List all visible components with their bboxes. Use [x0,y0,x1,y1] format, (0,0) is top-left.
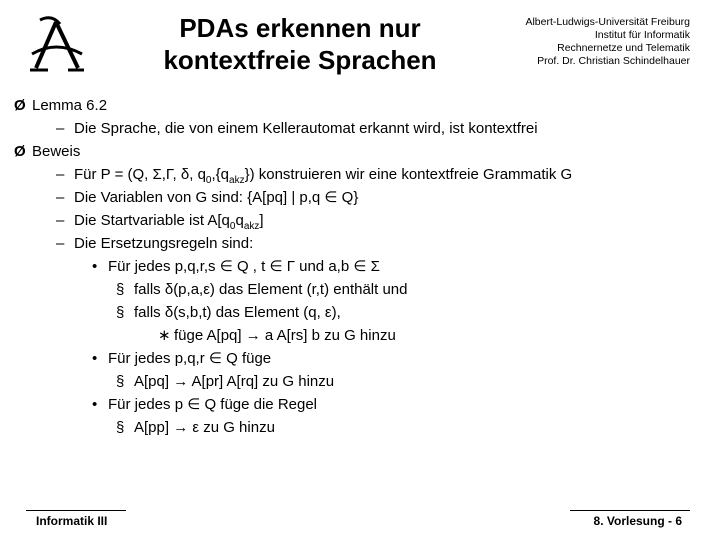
footer-course: Informatik III [36,514,108,528]
square-bullet-icon: § [116,281,125,298]
list-item: – Die Variablen von G sind: {A[pq] | p,q ∈ Q} [56,189,359,206]
dot-bullet-icon: • [92,258,98,275]
affiliation-professor: Prof. Dr. Christian Schindelhauer [537,55,690,67]
list-item: – Die Startvariable ist $A[q_0q_{akz}]$ [56,212,264,232]
list-item: • Für jedes p,q,r,s ∈ Q , t ∈ Γ und a,b ∈ Σ [92,258,380,275]
list-item: • Für jedes p,q,r ∈ Q füge [92,350,272,367]
footer-divider-left [26,510,126,511]
dot-bullet-icon: • [92,396,98,413]
affiliation-department: Rechnernetze und Telematik [557,42,690,54]
arrow-bullet-icon: Ø [14,97,26,114]
affiliation-block [450,16,690,68]
affiliation-university: Albert-Ludwigs-Universität Freiburg [525,16,690,28]
star-bullet-icon: ∗ [158,327,171,344]
list-item: – Für P = (Q, Σ,Γ, δ, $q_0,\{q_{akz}\}$) konstruieren wir eine kontextfreie Grammatik G [56,166,573,186]
list-item: Ø Beweis [14,143,81,160]
footer-page-number: 8. Vorlesung - 6 [593,514,682,528]
square-bullet-icon: § [116,419,125,436]
list-item: § A[pp] → ε zu G hinzu [116,419,275,436]
list-item: Ø Lemma 6.2 [14,97,108,114]
list-item: • Für jedes p ∈ Q füge die Regel [92,396,318,413]
dash-bullet-icon: – [56,120,65,137]
list-item: – Die Ersetzungsregeln sind: [56,235,254,252]
title-line-1: PDAs erkennen nur [179,13,421,43]
dash-bullet-icon: – [56,166,65,183]
square-bullet-icon: § [116,304,125,321]
dash-bullet-icon: – [56,212,65,229]
list-item: § falls δ(s,b,t) das Element (q, ε), [116,304,341,321]
slide-title [140,12,460,76]
footer-divider-right [570,510,690,511]
title-line-2: kontextfreie Sprachen [163,45,437,75]
list-item: ∗ füge A[pq] → a A[rs] b zu G hinzu [158,327,396,344]
dash-bullet-icon: – [56,189,65,206]
arrow-bullet-icon: Ø [14,143,26,160]
list-item: § A[pq] → A[pr] A[rq] zu G hinzu [116,373,335,390]
square-bullet-icon: § [116,373,125,390]
university-logo [26,10,86,74]
dash-bullet-icon: – [56,235,65,252]
dot-bullet-icon: • [92,350,98,367]
affiliation-institute: Institut für Informatik [594,29,690,41]
list-item: § falls δ(p,a,ε) das Element (r,t) enthält und [116,281,408,298]
list-item: – Die Sprache, die von einem Kellerautomat erkannt wird, ist kontextfrei [56,120,538,137]
